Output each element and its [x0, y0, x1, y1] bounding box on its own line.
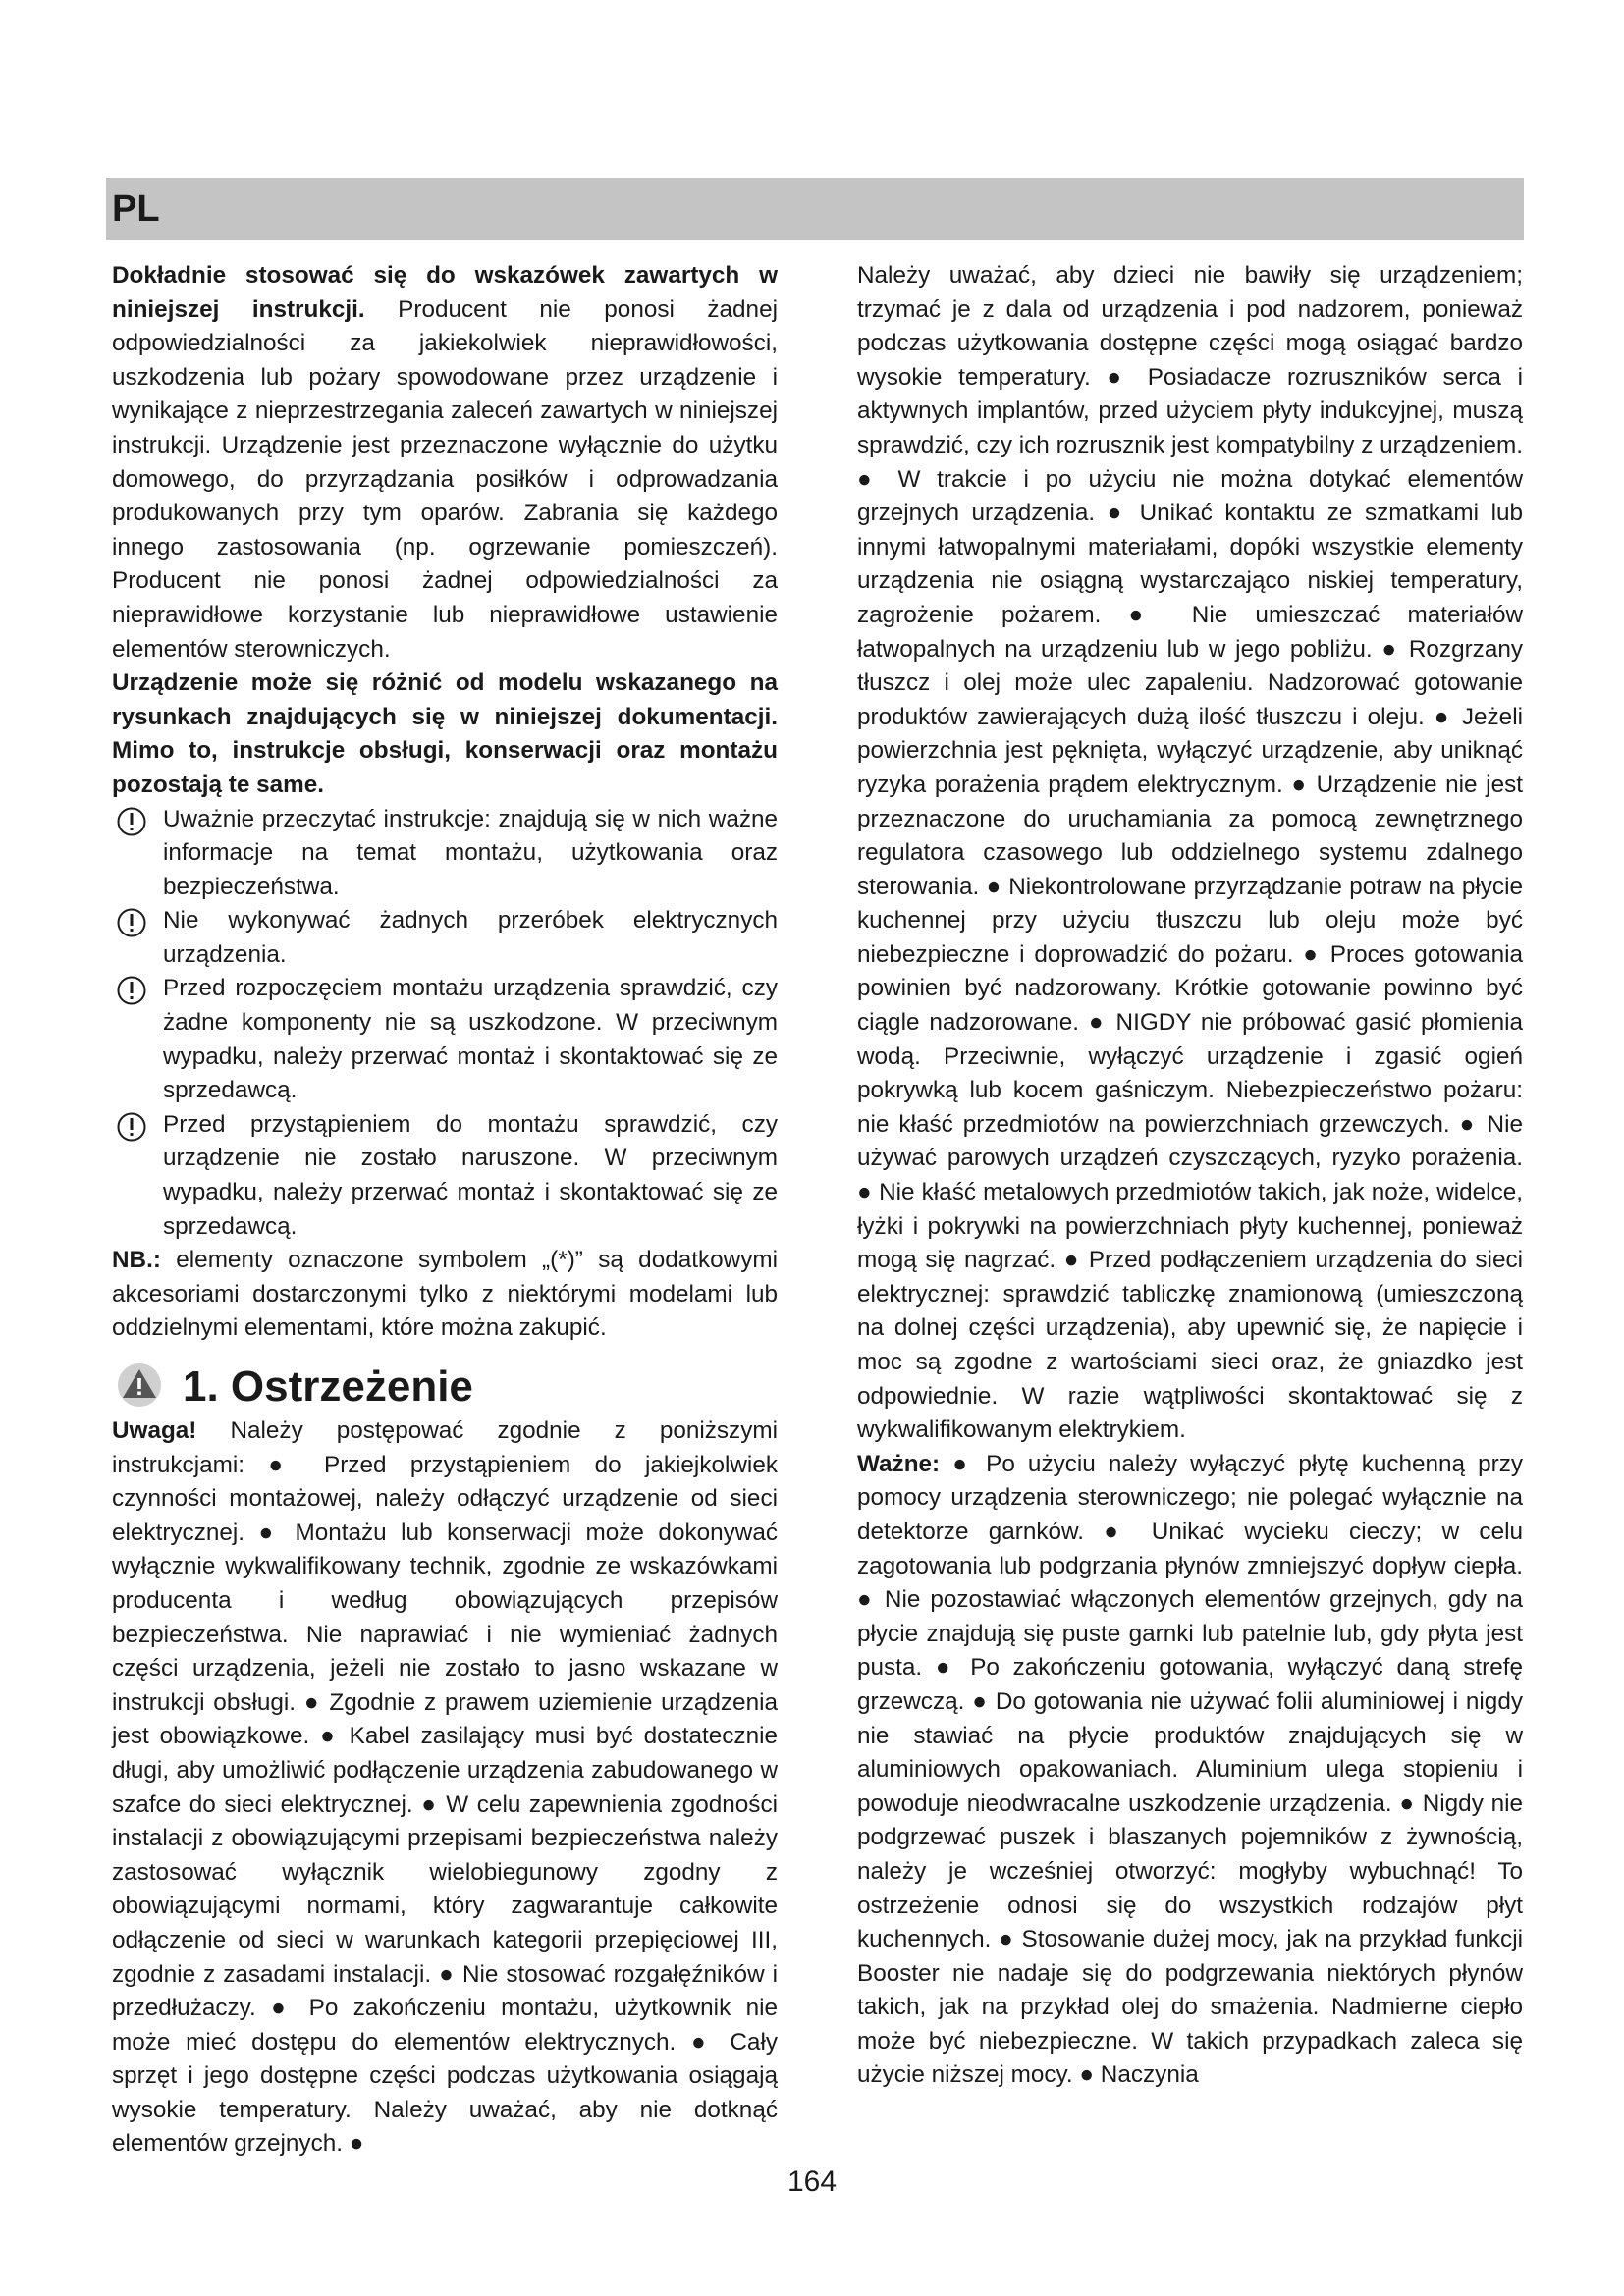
- uwaga-label: Uwaga!: [112, 1417, 197, 1444]
- warning-triangle-icon: [116, 1362, 163, 1409]
- intro-text: Producent nie ponosi żadnej odpowiedzialności za jakiekolwiek nieprawidłowości, uszkodzenia lub pożary spowodowane przez urządzenie i wynikające z nieprzestrzegania zaleceń zawartych w niniejszej instrukcji. Urządzenie jest przeznaczone wyłącznie do użytku domowego, do przyrządzania posiłków i odprowadzania produkowanych przy tym oparów. Zabrania się każdego innego zastosowania (np. ogrzewanie pomieszczeń). Producent nie ponosi żadnej odpowiedzialności za nieprawidłowe korzystanie lub nieprawidłowe ustawienie elementów sterowniczych.: [112, 295, 778, 663]
- intro-paragraph: [112, 259, 778, 667]
- language-header-bar: [106, 178, 1524, 240]
- warning-circle-icon: [116, 806, 147, 837]
- uwaga-text: Należy postępować zgodnie z poniższymi instrukcjami: ● Przed przystąpieniem do jakiejkolwiek czynności montażowej, należy odłączyć urządzenie od sieci elektrycznej. ● Montażu lub konserwacji może dokonywać wyłącznie wykwalifikowany technik, zgodnie ze wskazówkami producenta i według obowiązujących przepisów bezpieczeństwa. Nie naprawiać i nie wymieniać żadnych części urządzenia, jeżeli nie zostało to jasno wskazane w instrukcji obsługi. ● Zgodnie z prawem uziemienie urządzenia jest obowiązkowe. ● Kabel zasilający musi być dostatecznie długi, aby umożliwić podłączenie urządzenia zabudowanego w szafce do sieci elektrycznej. ● W celu zapewnienia zgodności instalacji z obowiązującymi przepisami bezpieczeństwa należy zastosować wyłącznik wielobiegunowy zgodny z obowiązującymi normami, który zagwarantuje całkowite odłączenie od sieci w warunkach kategorii przepięciowej III, zgodnie z zasadami instalacji. ● Nie stosować rozgałęźników i przedłużaczy. ● Po zakończeniu montażu, użytkownik nie może mieć dostępu do elementów elektrycznych. ● Cały sprzęt i jego dostępne części podczas użytkowania osiągają wysokie temperatury. Należy uważać, aby nie dotknąć elementów grzejnych. ●: [112, 1417, 778, 2158]
- model-note: Urządzenie może się różnić od modelu wskazanego na rysunkach znajdujących się w niniejszej dokumentacji. Mimo to, instrukcje obsługi, konserwacji oraz montażu pozostają te same.: [112, 669, 778, 798]
- warning-text: Przed rozpoczęciem montażu urządzenia sprawdzić, czy żadne komponenty nie są uszkodzone. W przeciwnym wypadku, należy przerwać montaż i skontaktować się ze sprzedawcą.: [163, 975, 778, 1104]
- warning-text: Uważnie przeczytać instrukcje: znajdują się w nich ważne informacje na temat montażu, użytkowania oraz bezpieczeństwa.: [163, 805, 778, 900]
- warning-text: Przed przystąpieniem do montażu sprawdzić, czy urządzenie nie zostało naruszone. W przeciwnym wypadku, należy przerwać montaż i skontaktować się ze sprzedawcą.: [163, 1110, 778, 1240]
- warning-text: Nie wykonywać żadnych przeróbek elektrycznych urządzenia.: [163, 907, 778, 968]
- page-number: 164: [786, 2165, 838, 2198]
- warning-item: [112, 972, 778, 1107]
- warning-item: [112, 803, 778, 905]
- wazne-text: ● Po użyciu należy wyłączyć płytę kuchenną przy pomocy urządzenia sterowniczego; nie polegać wyłącznie na detektorze garnków. ● Unikać wycieku cieczy; w celu zagotowania lub podgrzania płynów zmniejszyć dopływ ciepła. ● Nie pozostawiać włączonych elementów grzejnych, gdy na płycie znajdują się puste garnki lub patelnie lub, gdy płyta jest pusta. ● Po zakończeniu gotowania, wyłączyć daną strefę grzewczą. ● Do gotowania nie używać folii aluminiowej i nigdy nie stawiać na płycie produktów znajdujących się w aluminiowych opakowaniach. Aluminium ulega stopieniu i powoduje nieodwracalne uszkodzenie urządzenia. ● Nigdy nie podgrzewać puszek i blaszanych pojemników z żywnością, należy je wcześniej otworzyć: mogłyby wybuchnąć! To ostrzeżenie odnosi się do wszystkich rodzajów płyt kuchennych. ● Stosowanie dużej mocy, jak na przykład funkcji Booster nie nadaje się do podgrzewania niektórych płynów takich, jak na przykład olej do smażenia. Nadmierne ciepło może być niebezpieczne. W takich przypadkach zaleca się użycie niższej mocy. ● Naczynia: [857, 1450, 1523, 2089]
- nb-paragraph: [112, 1244, 778, 1346]
- warning-circle-icon: [116, 907, 147, 938]
- warning-circle-icon: [116, 975, 147, 1006]
- safety-paragraph: Należy uważać, aby dzieci nie bawiły się urządzeniem; trzymać je z dala od urządzenia i pod nadzorem, ponieważ podczas użytkowania dostępne części mogą osiągać bardzo wysokie temperatury. ● Posiadacze rozruszników serca i aktywnych implantów, przed użyciem płyty indukcyjnej, muszą sprawdzić, czy ich rozrusznik jest kompatybilny z urządzeniem. ● W trakcie i po użyciu nie można dotykać elementów grzejnych urządzenia. ● Unikać kontaktu ze szmatkami lub innymi łatwopalnymi materiałami, dopóki wszystkie elementy urządzenia nie osiągną wystarczająco niskiej temperatury, zagrożenie pożarem. ● Nie umieszczać materiałów łatwopalnych na urządzeniu lub w jego pobliżu. ● Rozgrzany tłuszcz i olej może ulec zapaleniu. Nadzorować gotowanie produktów zawierających dużą ilość tłuszczu i oleju. ● Jeżeli powierzchnia jest pęknięta, wyłączyć urządzenie, aby uniknąć ryzyka porażenia prądem elektrycznym. ● Urządzenie nie jest przeznaczone do uruchamiania za pomocą zewnętrznego regulatora czasowego lub oddzielnego systemu zdalnego sterowania. ● Niekontrolowane przyrządzanie potraw na płycie kuchennej przy użyciu tłuszczu lub oleju może być niebezpieczne i doprowadzić do pożaru. ● Proces gotowania powinien być nadzorowany. Krótkie gotowanie powinno być ciągle nadzorowane. ● NIGDY nie próbować gasić płomienia wodą. Przeciwnie, wyłączyć urządzenie i zgasić ogień pokrywką lub kocem gaśniczym. Niebezpieczeństwo pożaru: nie kłaść przedmiotów na powierzchniach grzewczych. ● Nie używać parowych urządzeń czyszczących, ryzyko porażenia. ● Nie kłaść metalowych przedmiotów takich, jak noże, widelce, łyżki i pokrywki na powierzchniach płyty kuchennej, ponieważ mogą się nagrzać. ● Przed podłączeniem urządzenia do sieci elektrycznej: sprawdzić tabliczkę znamionową (umieszczoną na dolnej części urządzenia), aby upewnić się, że napięcie i moc są zgodne z wartościami sieci oraz, że gniazdko jest odpowiednie. W razie wątpliwości skontaktować się z wykwalifikowanym elektrykiem.: [857, 262, 1523, 1444]
- uwaga-paragraph: [112, 1415, 778, 2162]
- section-title: [112, 1360, 778, 1415]
- warning-circle-icon: [116, 1111, 147, 1143]
- intro-bold-lead: Dokładnie stosować się do wskazówek zawartych w niniejszej instrukcji.: [112, 262, 778, 323]
- right-column: [857, 259, 1523, 2093]
- warning-item: [112, 904, 778, 972]
- left-column: [112, 259, 778, 2162]
- nb-label: NB.:: [112, 1247, 161, 1274]
- warning-item: [112, 1108, 778, 1244]
- nb-text: elementy oznaczone symbolem „(*)” są dodatkowymi akcesoriami dostarczonymi tylko z niektórymi modelami lub oddzielnymi elementami, które można zakupić.: [112, 1247, 778, 1342]
- section-title-text: 1. Ostrzeżenie: [183, 1362, 473, 1411]
- language-code: PL: [112, 188, 160, 230]
- wazne-paragraph: [857, 1448, 1523, 2093]
- wazne-label: Ważne:: [857, 1450, 941, 1477]
